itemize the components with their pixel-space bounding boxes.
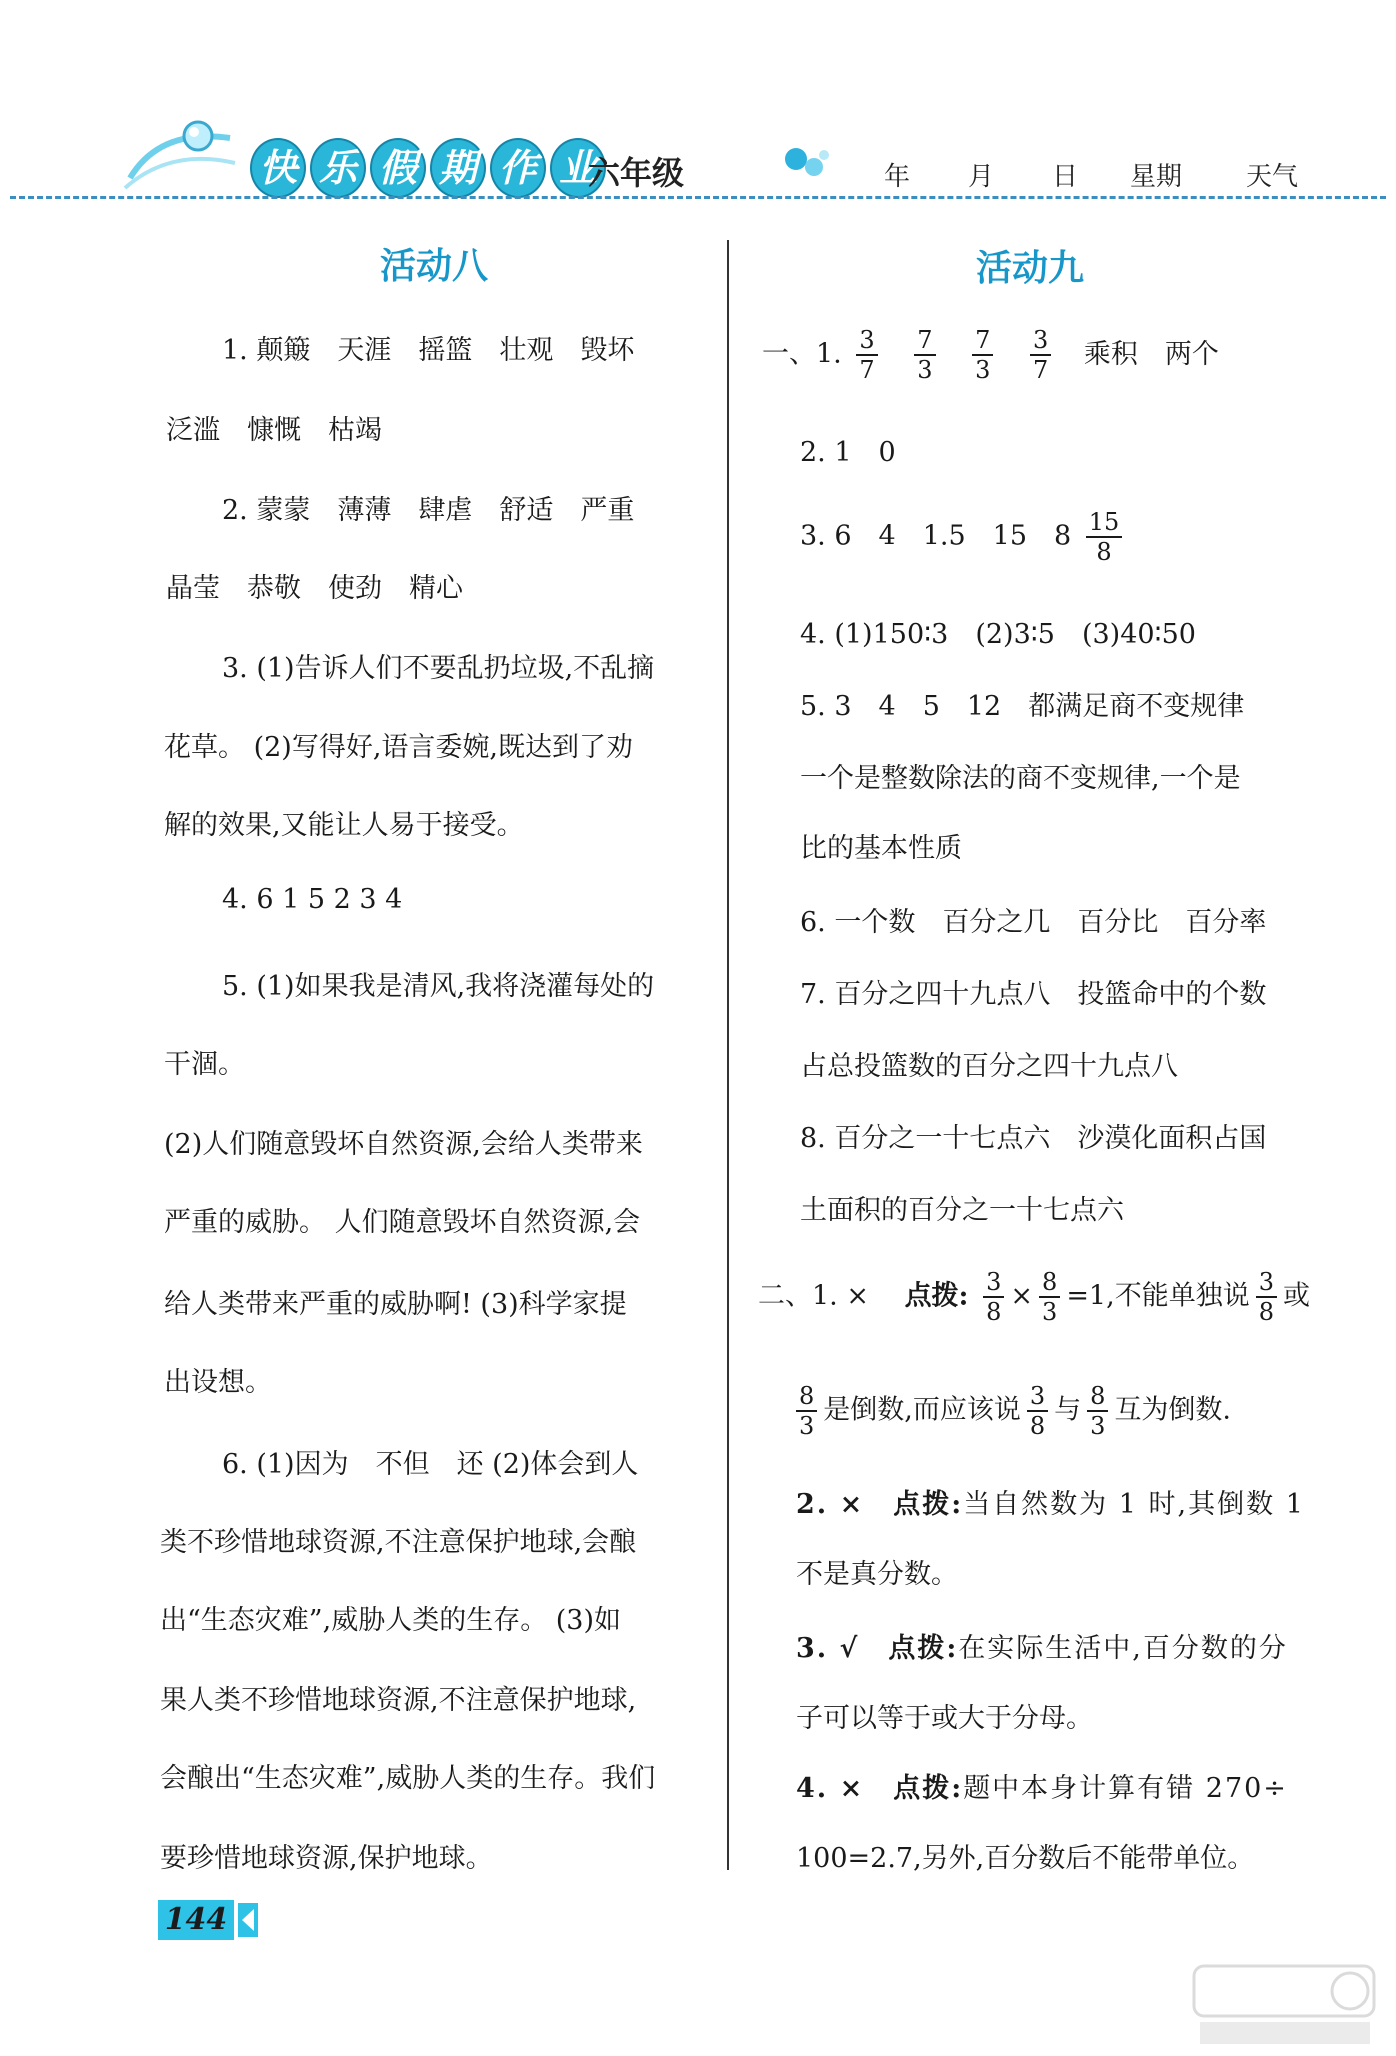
question-number: 2. × [796,1489,894,1520]
fraction: $\frac{3}{7}$ [856,326,877,384]
answer-line-part2-q1 [758,1268,1310,1326]
brand-char: 期 [430,138,486,198]
hint-label: 点拨: [893,1773,964,1804]
answer-line-q2: 2. 1 0 [800,437,896,468]
answer-line-q8: 8. 百分之一十七点六 沙漠化面积占国 [800,1123,1267,1154]
answer-text: 乘积 两个 [1083,338,1219,370]
answer-line: 类不珍惜地球资源,不注意保护地球,会酿 [160,1527,637,1558]
answer-line-part2-q3 [796,1626,1288,1665]
brand-char: 乐 [310,138,366,198]
answer-line: 2. 蒙蒙 薄薄 肆虐 舒适 严重 [222,495,635,526]
answer-text: 题中本身计算有错 270÷ [963,1773,1288,1804]
times-sign: × [1010,1280,1034,1312]
date-weather-label: 天气 [1246,162,1299,192]
brand-title [250,138,606,198]
header-divider [10,196,1386,199]
answer-line: 6. (1)因为 不但 还 (2)体会到人 [222,1449,639,1480]
right-section-title: 活动九 [976,248,1085,289]
brand-char: 假 [370,138,426,198]
answer-line: 出“生态灾难”,威胁人类的生存。 (3)如 [160,1605,622,1636]
answer-line: 解的效果,又能让人易于接受。 [164,810,524,841]
fraction: $\frac{7}{3}$ [972,326,993,384]
answer-line-part2-q4 [796,1766,1288,1805]
answer-line: 1. 颠簸 天涯 摇篮 壮观 毁坏 [222,335,635,366]
brand-char: 业 [550,138,606,198]
answer-line: 要珍惜地球资源,保护地球。 [160,1843,493,1874]
page-number: 144 [158,1900,234,1940]
hint-label: 点拨: [904,1280,969,1312]
answer-line: 一个是整数除法的商不变规律,一个是 [800,763,1241,794]
answer-text: 在实际生活中,百分数的分 [958,1633,1288,1664]
answer-line-q7: 7. 百分之四十九点八 投篮命中的个数 [800,979,1267,1010]
grade-label: 六年级 [588,154,685,192]
fraction: $\frac{3}{8}$ [1027,1382,1048,1440]
brand-char: 快 [250,138,306,198]
page-header [0,0,1396,210]
fraction: $\frac{3}{8}$ [1256,1268,1277,1326]
date-weekday-label: 星期 [1130,162,1183,192]
bubbles-icon [782,145,832,181]
answer-line [796,1382,1231,1440]
date-day-label: 日 [1052,162,1079,192]
answer-text: 当自然数为 1 时,其倒数 1 [963,1489,1305,1520]
answer-line: 干涸。 [164,1049,245,1080]
hint-label: 点拨: [888,1633,959,1664]
answer-line-q3 [800,508,1128,566]
answer-line: 泛滥 慷慨 枯竭 [166,415,382,446]
fraction: $\frac{7}{3}$ [914,326,935,384]
answer-line: 子可以等于或大于分母。 [796,1703,1093,1734]
date-year-label: 年 [884,162,911,192]
answer-line-q1 [762,326,1219,384]
column-divider [727,240,729,1870]
fraction: $\frac{3}{8}$ [983,1268,1004,1326]
answer-line: 100=2.7,另外,百分数后不能带单位。 [796,1843,1255,1874]
fraction: $\frac{3}{7}$ [1030,326,1051,384]
answer-line: 比的基本性质 [800,833,962,864]
left-section-title: 活动八 [380,246,489,287]
fraction: $\frac{15}{8}$ [1086,508,1123,566]
hint-label: 点拨: [893,1489,964,1520]
answer-line: 出设想。 [164,1367,272,1398]
fraction: $\frac{8}{3}$ [1087,1382,1108,1440]
date-month-label: 月 [968,162,995,192]
answer-line: 土面积的百分之一十七点六 [800,1195,1124,1226]
answer-line: 晶莹 恭敬 使劲 精心 [166,573,463,604]
answer-line: (2)人们随意毁坏自然资源,会给人类带来 [164,1129,643,1160]
brand-char: 作 [490,138,546,198]
watermark-logo [1190,1960,1380,2050]
answer-text: 或 [1282,1280,1310,1312]
answer-line: 5. (1)如果我是清风,我将浇灌每处的 [222,971,655,1002]
question-number: 一、1. [762,338,842,370]
answer-line: 会酿出“生态灾难”,威胁人类的生存。我们 [160,1763,656,1794]
answer-line: 花草。 (2)写得好,语言委婉,既达到了劝 [164,732,633,763]
answer-text: =1,不能单独说 [1066,1280,1250,1312]
question-number: 3. √ [796,1633,889,1664]
answer-line: 果人类不珍惜地球资源,不注意保护地球, [160,1685,637,1716]
answer-text: 互为倒数. [1114,1394,1232,1426]
answer-line: 4. 6 1 5 2 3 4 [222,884,403,915]
answer-line: 不是真分数。 [796,1559,958,1590]
answer-line: 3. (1)告诉人们不要乱扔垃圾,不乱摘 [222,653,655,684]
answer-line: 严重的威胁。 人们随意毁坏自然资源,会 [164,1207,641,1238]
question-number: 二、1. × [758,1280,896,1312]
answer-text: 与 [1054,1394,1082,1426]
answer-text: 3. 6 4 1.5 15 8 [800,520,1072,552]
answer-line: 占总投篮数的百分之四十九点八 [800,1051,1178,1082]
brand-swoosh-icon [120,108,240,198]
answer-line-part2-q2 [796,1482,1305,1521]
answer-line-q6: 6. 一个数 百分之几 百分比 百分率 [800,907,1267,938]
answer-text: 是倒数,而应该说 [823,1394,1021,1426]
answer-line-q4: 4. (1)150∶3 (2)3∶5 (3)40∶50 [800,619,1196,650]
triangle-left-icon [238,1903,258,1937]
answer-line: 给人类带来严重的威胁啊! (3)科学家提 [164,1289,627,1320]
fraction: $\frac{8}{3}$ [796,1382,817,1440]
fraction: $\frac{8}{3}$ [1039,1268,1060,1326]
question-number: 4. × [796,1773,894,1804]
answer-line-q5: 5. 3 4 5 12 都满足商不变规律 [800,691,1245,722]
